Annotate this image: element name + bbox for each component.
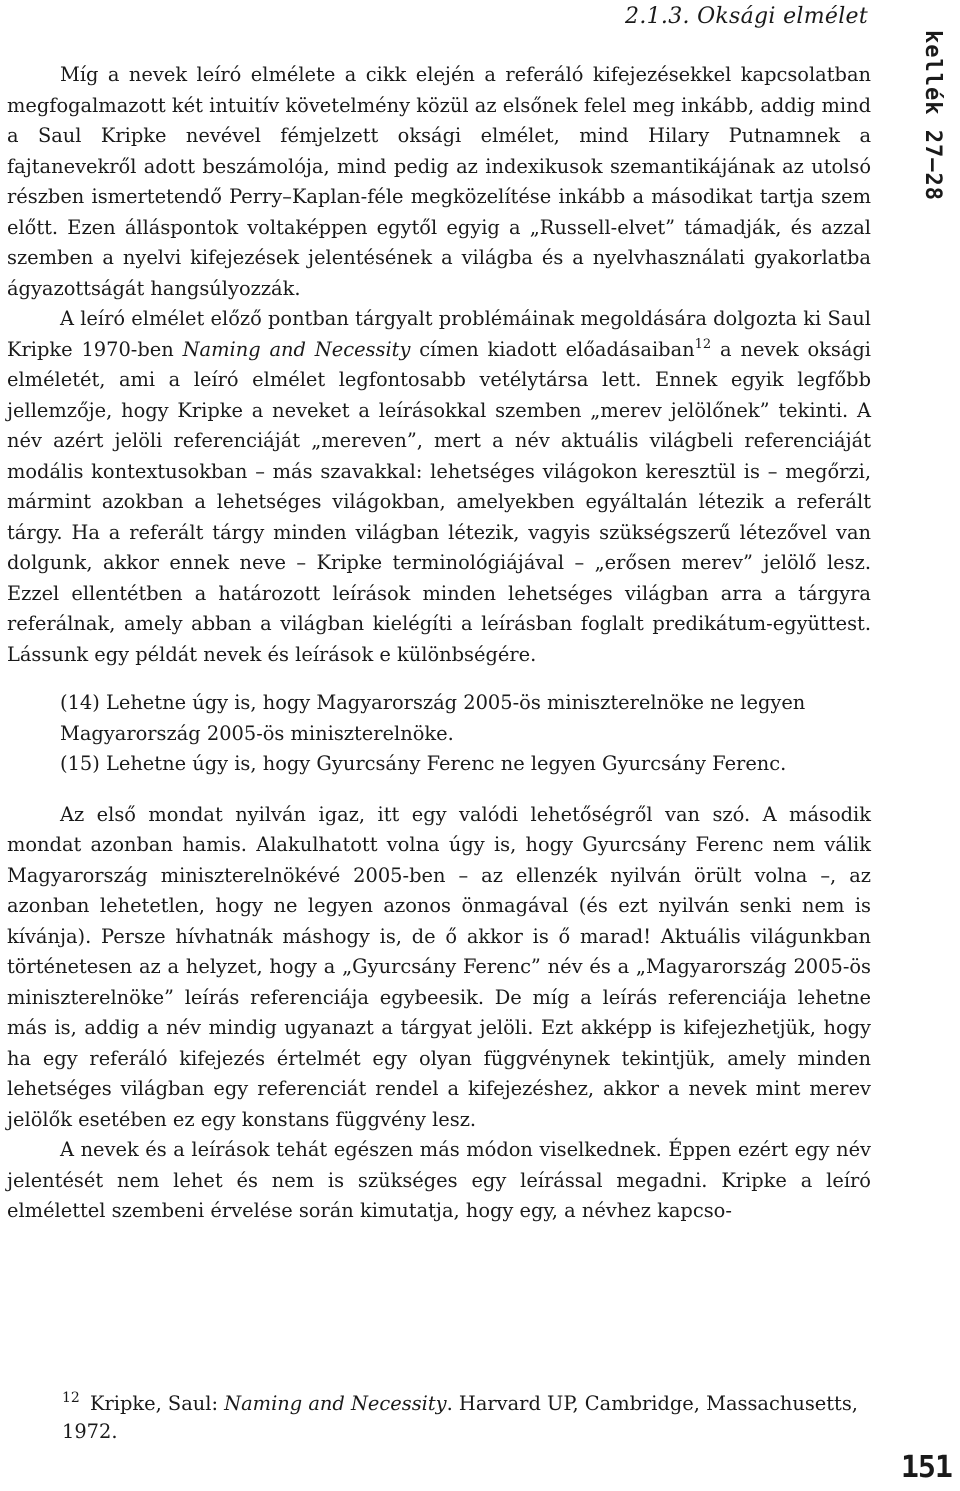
example-15: (15) Lehetne úgy is, hogy Gyurcsány Ferenc ne legyen Gyurcsány Ferenc. xyxy=(60,752,787,775)
example-14-line-2: Magyarország 2005-ös miniszterelnöke. xyxy=(60,721,454,745)
body-text xyxy=(7,60,871,1227)
footnote xyxy=(62,1390,882,1446)
footnote-title: Naming and Necessity xyxy=(224,1392,447,1415)
footnote-reference[interactable]: 12 xyxy=(694,336,712,352)
paragraph-3: Az első mondat nyilván igaz, itt egy valódi lehetőségről van szó. A második mondat azonban hamis. Alakulhatott volna úgy is, hogy Gyurcsány Ferenc nem válik Magyarország miniszterelnökévé 2005-ben – az ellenzék nyilván örült volna –, az azonban lehetetlen, hogy ne legyen azonos önmagával (és ezt nyilván senki nem is kívánja). Persze hívhatnák máshogy is, de ő akkor is ő marad! Aktuális világunkban történetesen az a helyzet, hogy a „Gyurcsány Ferenc” név és a „Magyarország 2005-ös miniszterelnöke” leírás referenciája egybeesik. De míg a leírás referenciája lehetne más is, addig a név mindig ugyanazt a tárgyat jelöli. Ezt akképp is kifejezhetjük, hogy ha egy referáló kifejezés értelmét egy olyan függvénynek tekintjük, amely minden lehetséges világban egy referenciát rendel a kifejezéshez, akkor a nevek mint merev jelölők esetében ez egy konstans függvény lesz. xyxy=(7,802,871,1131)
paragraph-2-part-b: címen kiadott előadásaiban xyxy=(410,337,695,361)
paragraph-2-part-c: a nevek oksági elméletét, ami a leíró elmélet legfontosabb vetélytársa lett. Ennek egyik legfőbb jellemzője, hogy Kripke a neveket a leírásokkal szemben „merev jelölőnek” tekinti. A név azért jelöli referenciáját „mereven”, mert a név aktuális világbeli referenciáját modális kontextusokban – más szavakkal: lehetséges világokon keresztül is – megőrzi, mármint azokban a lehetséges világokban, amelyekben egyáltalán létezik a referált tárgy. Ha a referált tárgy minden világban létezik, vagyis szükségszerű létezővel van dolgunk, akkor ennek neve – Kripke terminológiájával – „erősen merev” jelölő lesz. Ezzel ellentétben a határozott leírások minden lehetséges világban arra a tárgyra referálnak, amely abban a világban kielégíti a leírásban foglalt predikátum-együttest. Lássunk egy példát nevek és leírások e különbségére. xyxy=(7,337,872,666)
paragraph-1: Míg a nevek leíró elmélete a cikk elején a referáló kifejezésekkel kapcsolatban megfogalmazott két intuitív követelmény közül az elsőnek felel meg inkább, addig mind a Saul Kripke nevével fémjelzett oksági elmélet, mind Hilary Putnamnek a fajtanevekről adott beszámolója, mind pedig az indexikusok szemantikájának az utolsó részben ismertetendő Perry–Kaplan-féle megközelítése inkább a másodikat tartja szem előtt. Ezen álláspontok voltaképpen egytől egyig a „Russell-elvet” támadják, és azzal szemben a nyelvi kifejezések jelentésének a világba és a nyelvhasználati gyakorlatba ágyazottságát hangsúlyozzák. xyxy=(7,63,871,300)
paragraph-2-part-a: A leíró elmélet előző pontban tárgyalt problémáinak megoldására dolgozta ki Saul Kripke 1970-ben xyxy=(7,307,871,361)
running-head: 2.1.3. Oksági elmélet xyxy=(625,4,868,29)
journal-side-label xyxy=(912,10,952,220)
footnote-text-b: . Harvard UP, Cambridge, Massachusetts, 1972. xyxy=(62,1392,858,1443)
paragraph-2 xyxy=(7,304,871,670)
page-number: 151 xyxy=(900,1450,952,1485)
book-title: Naming and Necessity xyxy=(182,337,411,361)
paragraph-4: A nevek és a leírások tehát egészen más módon viselkednek. Éppen ezért egy név jelentését nem lehet és nem is szükséges egy leírással megadni. Kripke a leíró elmélettel szembeni érvelése során kimutatja, hogy egy, a névhez kapcso- xyxy=(7,1138,871,1222)
journal-side-label-text: kellék 27–28 xyxy=(919,29,945,201)
footnote-text-a: Kripke, Saul: xyxy=(90,1392,225,1415)
example-14-line-1: (14) Lehetne úgy is, hogy Magyarország 2005-ös miniszterelnöke ne legyen xyxy=(60,691,806,714)
footnote-number: 12 xyxy=(62,1390,80,1406)
example-sentences xyxy=(60,688,871,780)
